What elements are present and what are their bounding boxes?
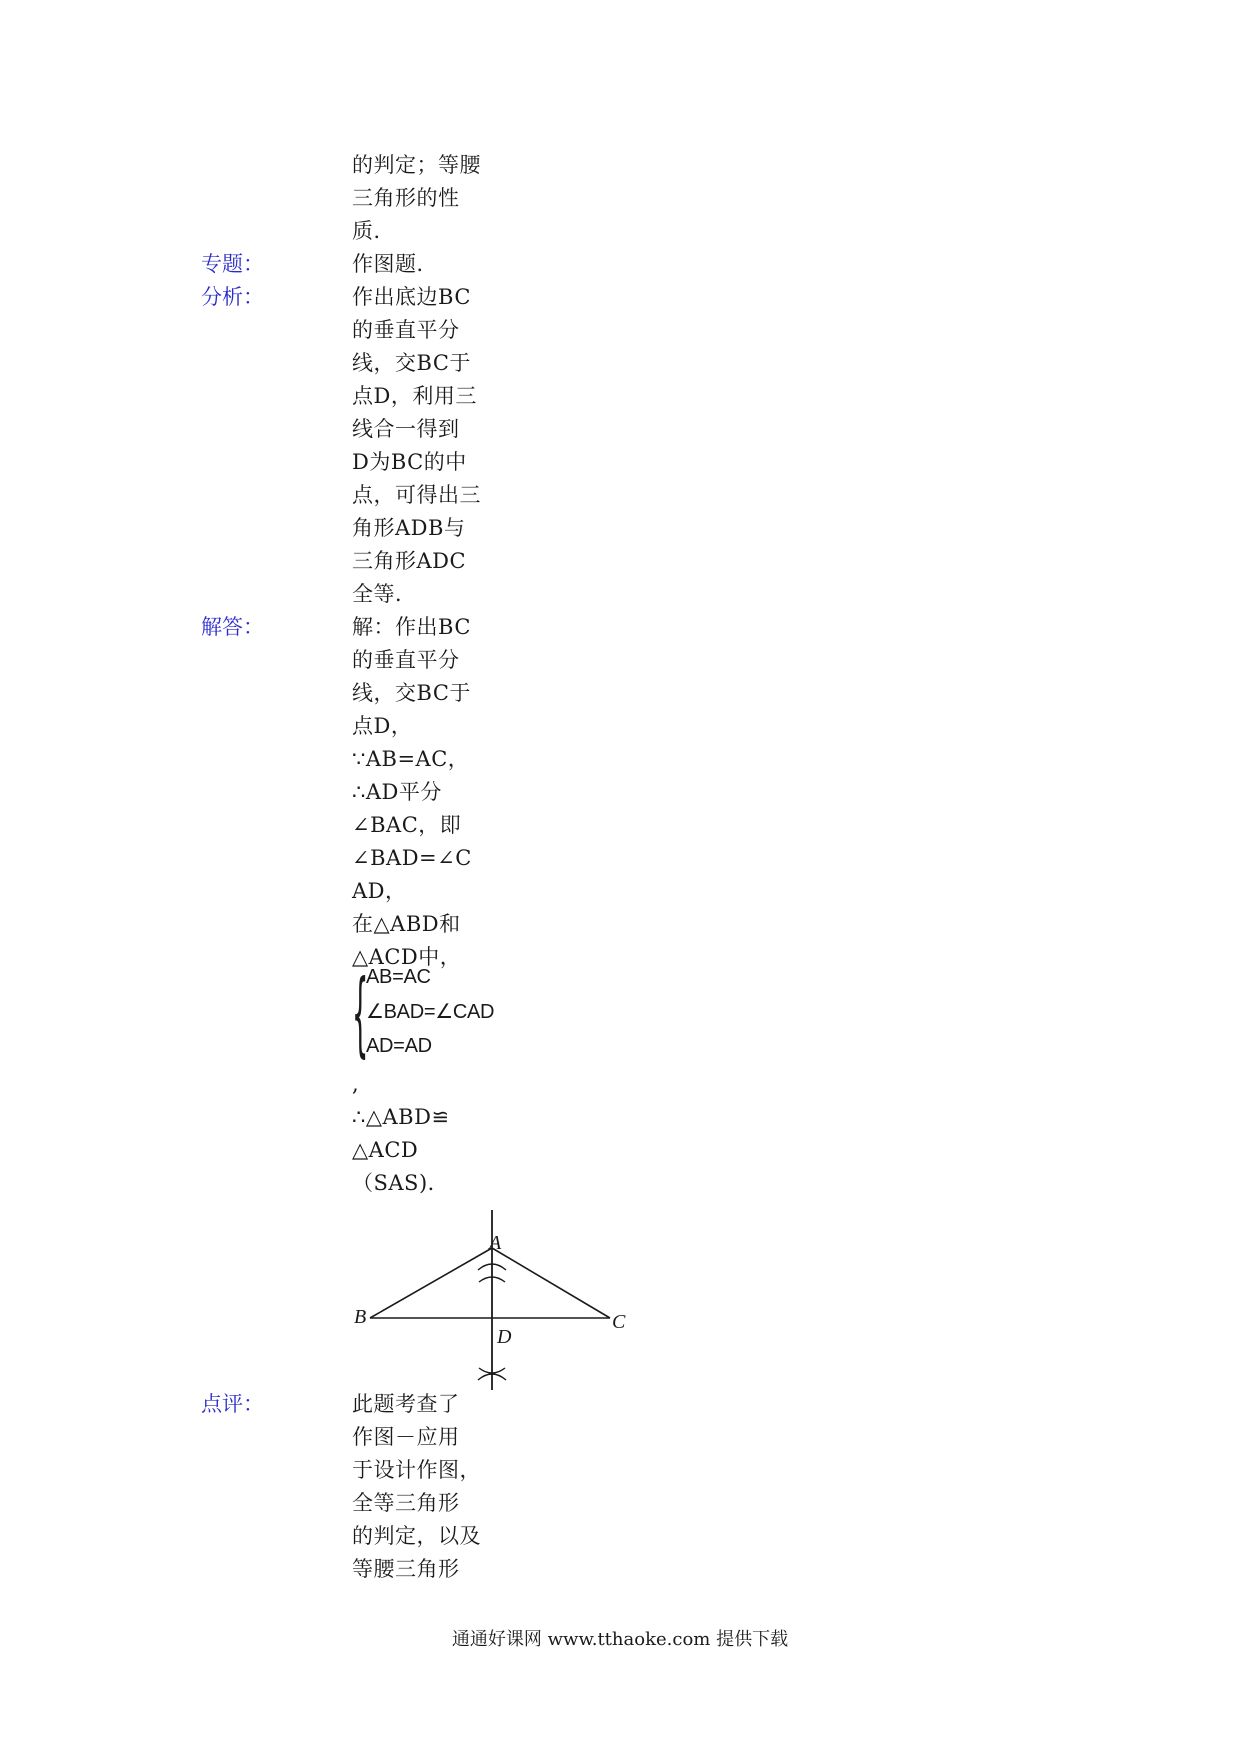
solution-line: 点D， (352, 714, 413, 738)
equation-row: AB=AC (366, 966, 431, 988)
solution-line: ∠BAC，即 (352, 813, 462, 837)
continuation-line: 三角形的性 (352, 186, 460, 210)
analysis-label: 分析： (201, 285, 264, 309)
solution-line: 解：作出BC (352, 615, 471, 639)
equation-row: AD=AD (366, 1035, 432, 1057)
equation-row: ∠BAD=∠CAD (366, 1001, 495, 1023)
triangle-figure-svg (348, 1200, 638, 1400)
solution-line: ∵AB=AC， (352, 747, 470, 771)
solution-line: ∠BAD=∠C (352, 846, 472, 870)
analysis-line: 线合一得到 (352, 417, 460, 441)
solution-label: 解答： (201, 615, 264, 639)
comment-line: 全等三角形 (352, 1491, 460, 1515)
analysis-line: 点，可得出三 (352, 483, 481, 507)
analysis-line: 作出底边BC (352, 285, 471, 309)
analysis-line: D为BC的中 (352, 450, 467, 474)
topic-label: 专题： (201, 252, 264, 276)
comment-label: 点评： (201, 1392, 264, 1416)
side-ab (370, 1248, 492, 1318)
triangle-figure (348, 1200, 638, 1404)
analysis-line: 角形ADB与 (352, 516, 466, 540)
solution-line: ∴△ABD≌ (352, 1105, 450, 1129)
analysis-line: 三角形ADC (352, 549, 467, 573)
comment-line: 此题考查了 (352, 1392, 460, 1416)
continuation-line: 的判定；等腰 (352, 153, 481, 177)
analysis-line: 全等． (352, 582, 417, 606)
equation-system (352, 960, 512, 1067)
side-ac (492, 1248, 610, 1318)
comment-line: 作图－应用 (352, 1425, 460, 1449)
left-brace: { (352, 960, 369, 1067)
solution-line: AD， (352, 879, 407, 903)
solution-line: △ACD (352, 1138, 419, 1162)
solution-line: △ACD中， (352, 945, 462, 969)
comment-line: 于设计作图， (352, 1458, 481, 1482)
continuation-line: 质． (352, 219, 395, 243)
comment-line: 的判定，以及 (352, 1524, 481, 1548)
point-label-d: D (497, 1326, 512, 1348)
analysis-line: 的垂直平分 (352, 318, 460, 342)
analysis-line: 点D，利用三 (352, 384, 477, 408)
comment-line: 等腰三角形 (352, 1557, 460, 1581)
solution-line: 在△ABD和 (352, 912, 461, 936)
analysis-line: 线，交BC于 (352, 351, 471, 375)
solution-line: , (352, 1072, 360, 1096)
point-label-a: A (489, 1232, 502, 1254)
solution-line: 线，交BC于 (352, 681, 471, 705)
solution-line: ∴AD平分 (352, 780, 442, 804)
page-footer: 通通好课网 www.tthaoke.com 提供下载 (451, 1629, 789, 1650)
point-label-b: B (354, 1306, 367, 1328)
point-label-c: C (612, 1311, 626, 1333)
topic-text: 作图题． (352, 252, 438, 276)
solution-line: （SAS)． (352, 1171, 450, 1195)
solution-line: 的垂直平分 (352, 648, 460, 672)
